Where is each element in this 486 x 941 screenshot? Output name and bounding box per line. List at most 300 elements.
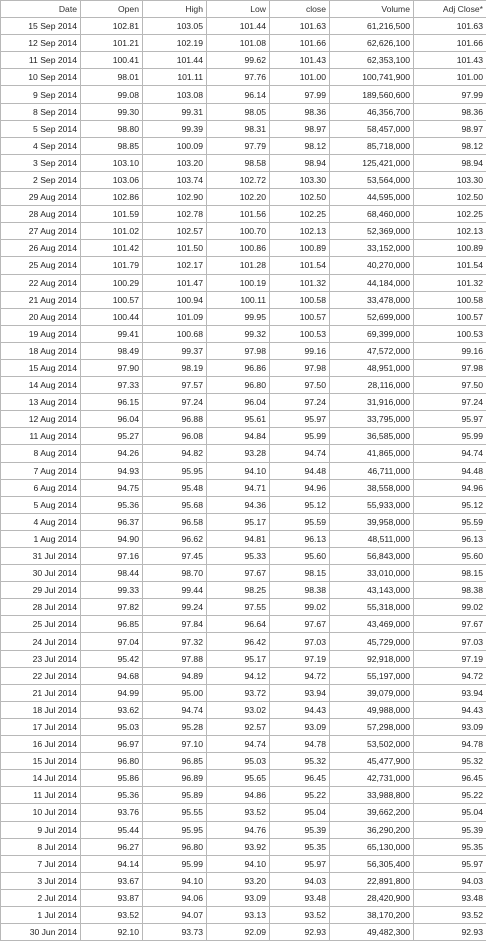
cell-volume: 36,290,200 — [330, 821, 414, 838]
cell-open: 99.41 — [81, 325, 143, 342]
cell-open: 95.36 — [81, 496, 143, 513]
cell-low: 94.76 — [207, 821, 270, 838]
cell-close: 93.94 — [270, 684, 330, 701]
cell-high: 96.08 — [143, 428, 207, 445]
table-row — [1, 582, 486, 599]
cell-adj-close: 93.94 — [414, 684, 486, 701]
cell-volume: 45,477,900 — [330, 753, 414, 770]
cell-low: 97.98 — [207, 342, 270, 359]
table-row — [1, 257, 486, 274]
cell-volume: 48,511,000 — [330, 530, 414, 547]
cell-volume: 44,184,000 — [330, 274, 414, 291]
cell-volume: 52,699,000 — [330, 308, 414, 325]
cell-adj-close: 101.43 — [414, 52, 486, 69]
cell-high: 102.17 — [143, 257, 207, 274]
table-row — [1, 855, 486, 872]
cell-close: 99.02 — [270, 599, 330, 616]
cell-date: 11 Aug 2014 — [1, 428, 81, 445]
cell-open: 95.86 — [81, 770, 143, 787]
cell-close: 95.35 — [270, 838, 330, 855]
cell-volume: 52,369,000 — [330, 223, 414, 240]
cell-close: 100.57 — [270, 308, 330, 325]
cell-volume: 92,918,000 — [330, 650, 414, 667]
cell-low: 100.86 — [207, 240, 270, 257]
cell-volume: 39,079,000 — [330, 684, 414, 701]
cell-volume: 33,478,000 — [330, 291, 414, 308]
cell-low: 94.74 — [207, 736, 270, 753]
cell-date: 29 Aug 2014 — [1, 189, 81, 206]
cell-open: 102.86 — [81, 189, 143, 206]
cell-open: 102.81 — [81, 18, 143, 35]
cell-low: 93.52 — [207, 804, 270, 821]
cell-date: 1 Aug 2014 — [1, 530, 81, 547]
table-row — [1, 787, 486, 804]
table-row — [1, 684, 486, 701]
cell-date: 18 Jul 2014 — [1, 701, 81, 718]
cell-volume: 42,731,000 — [330, 770, 414, 787]
table-row — [1, 308, 486, 325]
cell-low: 95.17 — [207, 650, 270, 667]
cell-date: 16 Jul 2014 — [1, 736, 81, 753]
cell-adj-close: 95.59 — [414, 513, 486, 530]
table-row — [1, 667, 486, 684]
cell-adj-close: 93.09 — [414, 718, 486, 735]
cell-volume: 46,711,000 — [330, 462, 414, 479]
cell-volume: 43,143,000 — [330, 582, 414, 599]
table-row — [1, 103, 486, 120]
table-row — [1, 889, 486, 906]
column-header-low: Low — [207, 1, 270, 18]
cell-adj-close: 97.99 — [414, 86, 486, 103]
table-row — [1, 616, 486, 633]
cell-high: 96.62 — [143, 530, 207, 547]
table-row — [1, 770, 486, 787]
cell-low: 96.04 — [207, 394, 270, 411]
cell-low: 98.31 — [207, 120, 270, 137]
cell-high: 94.82 — [143, 445, 207, 462]
cell-close: 98.15 — [270, 565, 330, 582]
cell-date: 21 Aug 2014 — [1, 291, 81, 308]
cell-high: 96.88 — [143, 411, 207, 428]
cell-high: 95.00 — [143, 684, 207, 701]
table-row — [1, 359, 486, 376]
cell-date: 12 Sep 2014 — [1, 35, 81, 52]
cell-date: 11 Sep 2014 — [1, 52, 81, 69]
cell-close: 95.22 — [270, 787, 330, 804]
cell-date: 2 Jul 2014 — [1, 889, 81, 906]
cell-high: 101.50 — [143, 240, 207, 257]
table-row — [1, 206, 486, 223]
cell-date: 31 Jul 2014 — [1, 548, 81, 565]
cell-open: 101.59 — [81, 206, 143, 223]
cell-adj-close: 100.58 — [414, 291, 486, 308]
cell-adj-close: 101.54 — [414, 257, 486, 274]
cell-high: 101.09 — [143, 308, 207, 325]
cell-volume: 56,305,400 — [330, 855, 414, 872]
cell-volume: 33,010,000 — [330, 565, 414, 582]
cell-open: 94.68 — [81, 667, 143, 684]
cell-open: 96.27 — [81, 838, 143, 855]
cell-volume: 38,558,000 — [330, 479, 414, 496]
cell-adj-close: 100.53 — [414, 325, 486, 342]
cell-high: 101.47 — [143, 274, 207, 291]
cell-close: 97.03 — [270, 633, 330, 650]
cell-low: 93.09 — [207, 889, 270, 906]
cell-adj-close: 102.13 — [414, 223, 486, 240]
table-row — [1, 240, 486, 257]
cell-close: 95.39 — [270, 821, 330, 838]
table-row — [1, 633, 486, 650]
cell-date: 14 Aug 2014 — [1, 377, 81, 394]
cell-high: 101.44 — [143, 52, 207, 69]
cell-adj-close: 97.50 — [414, 377, 486, 394]
cell-volume: 53,564,000 — [330, 171, 414, 188]
table-row — [1, 530, 486, 547]
cell-high: 97.57 — [143, 377, 207, 394]
cell-adj-close: 97.98 — [414, 359, 486, 376]
cell-close: 99.16 — [270, 342, 330, 359]
cell-adj-close: 98.36 — [414, 103, 486, 120]
cell-low: 101.28 — [207, 257, 270, 274]
table-row — [1, 154, 486, 171]
cell-low: 94.84 — [207, 428, 270, 445]
cell-adj-close: 94.03 — [414, 872, 486, 889]
cell-volume: 44,595,000 — [330, 189, 414, 206]
cell-volume: 47,572,000 — [330, 342, 414, 359]
cell-low: 97.79 — [207, 137, 270, 154]
cell-adj-close: 98.97 — [414, 120, 486, 137]
cell-low: 95.61 — [207, 411, 270, 428]
cell-open: 98.49 — [81, 342, 143, 359]
cell-adj-close: 97.67 — [414, 616, 486, 633]
cell-open: 97.33 — [81, 377, 143, 394]
cell-close: 98.12 — [270, 137, 330, 154]
cell-volume: 58,457,000 — [330, 120, 414, 137]
cell-high: 103.08 — [143, 86, 207, 103]
cell-adj-close: 94.43 — [414, 701, 486, 718]
cell-low: 93.20 — [207, 872, 270, 889]
cell-open: 96.85 — [81, 616, 143, 633]
cell-date: 13 Aug 2014 — [1, 394, 81, 411]
cell-open: 100.57 — [81, 291, 143, 308]
cell-open: 99.33 — [81, 582, 143, 599]
cell-open: 94.14 — [81, 855, 143, 872]
cell-adj-close: 94.96 — [414, 479, 486, 496]
cell-high: 103.20 — [143, 154, 207, 171]
table-row — [1, 52, 486, 69]
cell-adj-close: 100.89 — [414, 240, 486, 257]
cell-open: 94.99 — [81, 684, 143, 701]
cell-close: 97.67 — [270, 616, 330, 633]
cell-volume: 189,560,600 — [330, 86, 414, 103]
column-header-open: Open — [81, 1, 143, 18]
cell-adj-close: 99.02 — [414, 599, 486, 616]
cell-adj-close: 97.03 — [414, 633, 486, 650]
cell-high: 98.70 — [143, 565, 207, 582]
cell-date: 25 Aug 2014 — [1, 257, 81, 274]
table-row — [1, 513, 486, 530]
cell-open: 97.82 — [81, 599, 143, 616]
cell-adj-close: 96.13 — [414, 530, 486, 547]
cell-close: 94.74 — [270, 445, 330, 462]
cell-date: 18 Aug 2014 — [1, 342, 81, 359]
cell-close: 92.93 — [270, 924, 330, 941]
cell-low: 96.42 — [207, 633, 270, 650]
cell-date: 29 Jul 2014 — [1, 582, 81, 599]
column-header-date: Date — [1, 1, 81, 18]
cell-close: 97.19 — [270, 650, 330, 667]
cell-date: 14 Jul 2014 — [1, 770, 81, 787]
cell-volume: 45,729,000 — [330, 633, 414, 650]
cell-volume: 85,718,000 — [330, 137, 414, 154]
cell-date: 27 Aug 2014 — [1, 223, 81, 240]
cell-high: 97.45 — [143, 548, 207, 565]
cell-high: 96.89 — [143, 770, 207, 787]
cell-high: 99.31 — [143, 103, 207, 120]
cell-volume: 55,197,000 — [330, 667, 414, 684]
cell-open: 94.26 — [81, 445, 143, 462]
cell-open: 92.10 — [81, 924, 143, 941]
cell-date: 21 Jul 2014 — [1, 684, 81, 701]
cell-volume: 39,958,000 — [330, 513, 414, 530]
cell-low: 100.70 — [207, 223, 270, 240]
cell-adj-close: 95.60 — [414, 548, 486, 565]
cell-volume: 53,502,000 — [330, 736, 414, 753]
cell-open: 97.90 — [81, 359, 143, 376]
cell-low: 97.55 — [207, 599, 270, 616]
cell-high: 94.07 — [143, 906, 207, 923]
cell-low: 94.86 — [207, 787, 270, 804]
column-header-high: High — [143, 1, 207, 18]
cell-open: 103.10 — [81, 154, 143, 171]
table-row — [1, 496, 486, 513]
cell-adj-close: 101.32 — [414, 274, 486, 291]
cell-low: 94.81 — [207, 530, 270, 547]
table-row — [1, 274, 486, 291]
cell-low: 93.92 — [207, 838, 270, 855]
cell-open: 94.75 — [81, 479, 143, 496]
column-header-close: close — [270, 1, 330, 18]
cell-high: 95.95 — [143, 821, 207, 838]
cell-high: 95.28 — [143, 718, 207, 735]
cell-low: 94.12 — [207, 667, 270, 684]
cell-date: 6 Aug 2014 — [1, 479, 81, 496]
cell-close: 102.50 — [270, 189, 330, 206]
cell-volume: 33,988,800 — [330, 787, 414, 804]
cell-high: 100.09 — [143, 137, 207, 154]
cell-volume: 39,662,200 — [330, 804, 414, 821]
cell-volume: 56,843,000 — [330, 548, 414, 565]
cell-low: 98.05 — [207, 103, 270, 120]
cell-open: 96.04 — [81, 411, 143, 428]
cell-adj-close: 94.74 — [414, 445, 486, 462]
cell-close: 96.45 — [270, 770, 330, 787]
table-row — [1, 325, 486, 342]
cell-high: 95.89 — [143, 787, 207, 804]
cell-adj-close: 100.57 — [414, 308, 486, 325]
cell-open: 94.93 — [81, 462, 143, 479]
cell-close: 93.52 — [270, 906, 330, 923]
cell-volume: 100,741,900 — [330, 69, 414, 86]
cell-adj-close: 103.30 — [414, 171, 486, 188]
cell-high: 98.19 — [143, 359, 207, 376]
cell-high: 99.24 — [143, 599, 207, 616]
table-row — [1, 394, 486, 411]
cell-date: 17 Jul 2014 — [1, 718, 81, 735]
cell-low: 102.20 — [207, 189, 270, 206]
cell-low: 94.71 — [207, 479, 270, 496]
cell-date: 7 Jul 2014 — [1, 855, 81, 872]
table-row — [1, 701, 486, 718]
table-row — [1, 753, 486, 770]
table-row — [1, 411, 486, 428]
cell-adj-close: 94.78 — [414, 736, 486, 753]
table-row — [1, 18, 486, 35]
cell-adj-close: 98.38 — [414, 582, 486, 599]
cell-adj-close: 101.00 — [414, 69, 486, 86]
cell-low: 92.57 — [207, 718, 270, 735]
cell-open: 96.80 — [81, 753, 143, 770]
cell-close: 103.30 — [270, 171, 330, 188]
cell-open: 101.42 — [81, 240, 143, 257]
cell-date: 5 Sep 2014 — [1, 120, 81, 137]
cell-volume: 38,170,200 — [330, 906, 414, 923]
cell-high: 95.95 — [143, 462, 207, 479]
cell-low: 101.08 — [207, 35, 270, 52]
cell-high: 94.74 — [143, 701, 207, 718]
cell-date: 8 Sep 2014 — [1, 103, 81, 120]
cell-high: 96.85 — [143, 753, 207, 770]
cell-high: 97.88 — [143, 650, 207, 667]
cell-low: 96.86 — [207, 359, 270, 376]
cell-volume: 55,318,000 — [330, 599, 414, 616]
cell-close: 95.97 — [270, 411, 330, 428]
cell-high: 102.78 — [143, 206, 207, 223]
table-row — [1, 650, 486, 667]
table-row — [1, 291, 486, 308]
cell-adj-close: 95.97 — [414, 411, 486, 428]
cell-close: 100.53 — [270, 325, 330, 342]
table-row — [1, 565, 486, 582]
cell-close: 94.43 — [270, 701, 330, 718]
cell-close: 101.32 — [270, 274, 330, 291]
cell-close: 94.96 — [270, 479, 330, 496]
cell-adj-close: 102.50 — [414, 189, 486, 206]
cell-high: 102.57 — [143, 223, 207, 240]
cell-low: 95.03 — [207, 753, 270, 770]
cell-open: 100.41 — [81, 52, 143, 69]
cell-low: 96.80 — [207, 377, 270, 394]
cell-low: 98.58 — [207, 154, 270, 171]
cell-volume: 41,865,000 — [330, 445, 414, 462]
cell-open: 93.76 — [81, 804, 143, 821]
cell-date: 3 Jul 2014 — [1, 872, 81, 889]
cell-high: 94.10 — [143, 872, 207, 889]
cell-date: 15 Sep 2014 — [1, 18, 81, 35]
table-row — [1, 137, 486, 154]
cell-date: 28 Aug 2014 — [1, 206, 81, 223]
cell-open: 96.37 — [81, 513, 143, 530]
cell-date: 15 Aug 2014 — [1, 359, 81, 376]
cell-adj-close: 101.66 — [414, 35, 486, 52]
table-row — [1, 718, 486, 735]
cell-adj-close: 94.72 — [414, 667, 486, 684]
cell-date: 9 Sep 2014 — [1, 86, 81, 103]
cell-open: 103.06 — [81, 171, 143, 188]
cell-adj-close: 99.16 — [414, 342, 486, 359]
cell-adj-close: 98.94 — [414, 154, 486, 171]
table-row — [1, 171, 486, 188]
cell-low: 93.02 — [207, 701, 270, 718]
column-header-volume: Volume — [330, 1, 414, 18]
cell-low: 99.32 — [207, 325, 270, 342]
cell-volume: 49,988,000 — [330, 701, 414, 718]
cell-date: 4 Sep 2014 — [1, 137, 81, 154]
cell-adj-close: 95.35 — [414, 838, 486, 855]
cell-open: 95.44 — [81, 821, 143, 838]
cell-open: 94.90 — [81, 530, 143, 547]
cell-close: 97.99 — [270, 86, 330, 103]
table-row — [1, 599, 486, 616]
cell-close: 100.89 — [270, 240, 330, 257]
cell-high: 100.68 — [143, 325, 207, 342]
cell-high: 102.90 — [143, 189, 207, 206]
cell-low: 93.72 — [207, 684, 270, 701]
cell-high: 97.24 — [143, 394, 207, 411]
cell-high: 93.73 — [143, 924, 207, 941]
cell-high: 97.10 — [143, 736, 207, 753]
cell-high: 103.74 — [143, 171, 207, 188]
cell-low: 94.10 — [207, 855, 270, 872]
cell-high: 96.80 — [143, 838, 207, 855]
cell-open: 98.44 — [81, 565, 143, 582]
cell-low: 99.95 — [207, 308, 270, 325]
cell-low: 92.09 — [207, 924, 270, 941]
cell-high: 101.11 — [143, 69, 207, 86]
header-row — [1, 1, 486, 18]
cell-close: 98.38 — [270, 582, 330, 599]
cell-close: 95.59 — [270, 513, 330, 530]
cell-low: 95.17 — [207, 513, 270, 530]
cell-adj-close: 95.32 — [414, 753, 486, 770]
cell-high: 95.68 — [143, 496, 207, 513]
cell-volume: 43,469,000 — [330, 616, 414, 633]
cell-close: 95.32 — [270, 753, 330, 770]
cell-volume: 48,951,000 — [330, 359, 414, 376]
cell-adj-close: 95.22 — [414, 787, 486, 804]
cell-close: 94.78 — [270, 736, 330, 753]
cell-high: 103.05 — [143, 18, 207, 35]
cell-close: 101.66 — [270, 35, 330, 52]
cell-volume: 28,420,900 — [330, 889, 414, 906]
table-row — [1, 906, 486, 923]
cell-volume: 28,116,000 — [330, 377, 414, 394]
cell-open: 101.02 — [81, 223, 143, 240]
cell-high: 94.06 — [143, 889, 207, 906]
cell-open: 93.87 — [81, 889, 143, 906]
cell-low: 95.65 — [207, 770, 270, 787]
table-row — [1, 120, 486, 137]
cell-close: 95.60 — [270, 548, 330, 565]
cell-volume: 33,795,000 — [330, 411, 414, 428]
cell-open: 93.67 — [81, 872, 143, 889]
cell-open: 96.15 — [81, 394, 143, 411]
cell-close: 100.58 — [270, 291, 330, 308]
cell-high: 95.99 — [143, 855, 207, 872]
cell-adj-close: 95.39 — [414, 821, 486, 838]
cell-open: 98.85 — [81, 137, 143, 154]
cell-adj-close: 95.99 — [414, 428, 486, 445]
